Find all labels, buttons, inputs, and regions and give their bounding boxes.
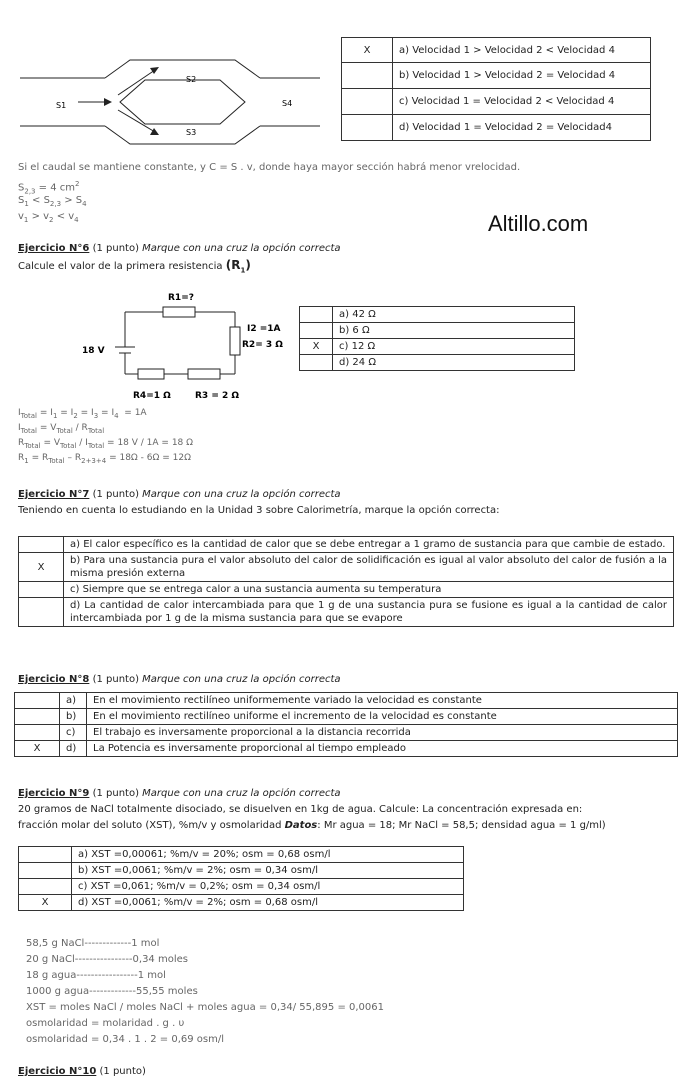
fluid-line-1: $S_{2,3} = 4$ $cm^2$ (18, 180, 80, 196)
ex6-options-table (299, 306, 575, 371)
option-row: X d) La Potencia es inversamente proporcional al tiempo empleado (15, 741, 678, 757)
label-s3: S3 (186, 128, 197, 137)
ex9-work-6: osmolaridad = molaridad . g . υ (26, 1018, 185, 1029)
option-row: b) 6 Ω (300, 323, 575, 339)
ex9-work-5: XST = moles NaCl / moles NaCl + moles agua = 0,34/ 55,895 = 0,0061 (26, 1002, 384, 1013)
ex6-heading: Ejercicio N°6 (1 punto) Marque con una cruz la opción correcta (18, 243, 341, 254)
label-r1: R1=? (168, 293, 194, 303)
ex7-question: Teniendo en cuenta lo estudiando en la Unidad 3 sobre Calorimetría, marque la opción correcta: (18, 505, 500, 516)
option-row: b) XST =0,0061; %m/v = 2%; osm = 0,34 osm/l (19, 863, 464, 879)
ex7-options-table (18, 536, 674, 627)
ex9-title: Ejercicio N°9 (18, 788, 90, 799)
label-s2: S2 (186, 75, 197, 84)
ex9-heading: Ejercicio N°9 (1 punto) Marque con una cruz la opción correcta (18, 788, 341, 799)
ex7-title: Ejercicio N°7 (18, 489, 90, 500)
option-row: a) En el movimiento rectilíneo uniformemente variado la velocidad es constante (15, 693, 678, 709)
option-row: a) 42 Ω (300, 307, 575, 323)
label-s4: S4 (282, 99, 293, 108)
ex10-title: Ejercicio N°10 (18, 1066, 97, 1077)
fluid-line-3: $v_1 > v_2 < v_4$ (18, 211, 79, 224)
label-s1: S1 (56, 101, 67, 110)
ex9-work-3: 18 g agua-----------------1 mol (26, 970, 166, 981)
label-voltage: 18 V (82, 346, 105, 356)
ex6-work-2: $I_{Total} = V_{Total} / R_{Total}$ (18, 423, 105, 435)
option-row: a) XST =0,00061; %m/v = 20%; osm = 0,68 osm/l (19, 847, 464, 863)
ex6-question: Calcule el valor de la primera resistencia $(R_1)$ (18, 258, 251, 275)
ex6-title: Ejercicio N°6 (18, 243, 90, 254)
option-row: b) Velocidad 1 > Velocidad 2 = Velocidad 4 (342, 63, 651, 89)
label-r3: R3 = 2 Ω (195, 391, 240, 401)
ex9-question-1: 20 gramos de NaCl totalmente disociado, se disuelven en 1kg de agua. Calcule: La concentración expresada en: (18, 804, 583, 815)
option-row: X c) 12 Ω (300, 339, 575, 355)
fluid-line-2: $S_1 < S_{2,3} > S_4$ (18, 195, 87, 208)
ex8-options-table (14, 692, 678, 757)
option-row: d) La cantidad de calor intercambiada para que 1 g de una sustancia pura se fusione es igual a la cantidad de calor intercambiada por 1 g de la misma sustancia para que se evapore (19, 598, 674, 627)
option-row: d) Velocidad 1 = Velocidad 2 = Velocidad4 (342, 115, 651, 141)
ex6-work-1: $I_{Total} = I_1 = I_2 = I_3 = I_4 = 1A$ (18, 408, 147, 420)
option-row: c) Velocidad 1 = Velocidad 2 < Velocidad 4 (342, 89, 651, 115)
ex6-work-4: $R_1 = R_{Total} - R_{2+3+4} = 18\Omega - 6\Omega = 12\Omega$ (18, 453, 191, 465)
option-row: b) En el movimiento rectilíneo uniforme el incremento de la velocidad es constante (15, 709, 678, 725)
ex9-question-2: fracción molar del soluto (XST), %m/v y osmolaridad Datos: Mr agua = 18; Mr NaCl = 58,5; densidad agua = 1 g/ml) (18, 820, 606, 831)
ex9-work-7: osmolaridad = 0,34 . 1 . 2 = 0,69 osm/l (26, 1034, 225, 1045)
option-row: c) Siempre que se entrega calor a una sustancia aumenta su temperatura (19, 582, 674, 598)
option-row: X d) XST =0,0061; %m/v = 2%; osm = 0,68 osm/l (19, 895, 464, 911)
ex8-heading: Ejercicio N°8 (1 punto) Marque con una cruz la opción correcta (18, 674, 341, 685)
ex7-heading: Ejercicio N°7 (1 punto) Marque con una cruz la opción correcta (18, 489, 341, 500)
option-row: c) El trabajo es inversamente proporcional a la distancia recorrida (15, 725, 678, 741)
circuit-diagram (75, 285, 295, 405)
option-row: X a) Velocidad 1 > Velocidad 2 < Velocidad 4 (342, 38, 651, 63)
ex10-heading: Ejercicio N°10 (1 punto) (18, 1066, 146, 1077)
option-row: a) El calor específico es la cantidad de calor que se debe entregar a 1 gramo de sustancia para que cambie de estado. (19, 537, 674, 553)
ex9-work-1: 58,5 g NaCl-------------1 mol (26, 938, 160, 949)
fluid-options-table (341, 37, 651, 141)
label-r2: R2= 3 Ω (242, 340, 283, 350)
watermark-logo: Altillo.com (488, 211, 589, 236)
pipe-diagram (20, 40, 330, 160)
fluid-explanation: Si el caudal se mantiene constante, y C = S . v, donde haya mayor sección habrá menor vrelocidad. (18, 162, 521, 173)
label-i2: I2 =1A (247, 324, 281, 334)
option-row: X b) Para una sustancia pura el valor absoluto del calor de solidificación es igual al valor absoluto del calor de fusión a la misma presión externa (19, 553, 674, 582)
option-row: c) XST =0,061; %m/v = 0,2%; osm = 0,34 osm/l (19, 879, 464, 895)
ex6-work-3: $R_{Total} = V_{Total} / I_{Total} = 18$ V / 1A = 18 Ω (18, 438, 194, 450)
option-row: d) 24 Ω (300, 355, 575, 371)
ex9-options-table (18, 846, 464, 911)
label-r4: R4=1 Ω (133, 391, 171, 401)
ex9-work-4: 1000 g agua-------------55,55 moles (26, 986, 198, 997)
ex8-title: Ejercicio N°8 (18, 674, 90, 685)
ex9-work-2: 20 g NaCl----------------0,34 moles (26, 954, 188, 965)
